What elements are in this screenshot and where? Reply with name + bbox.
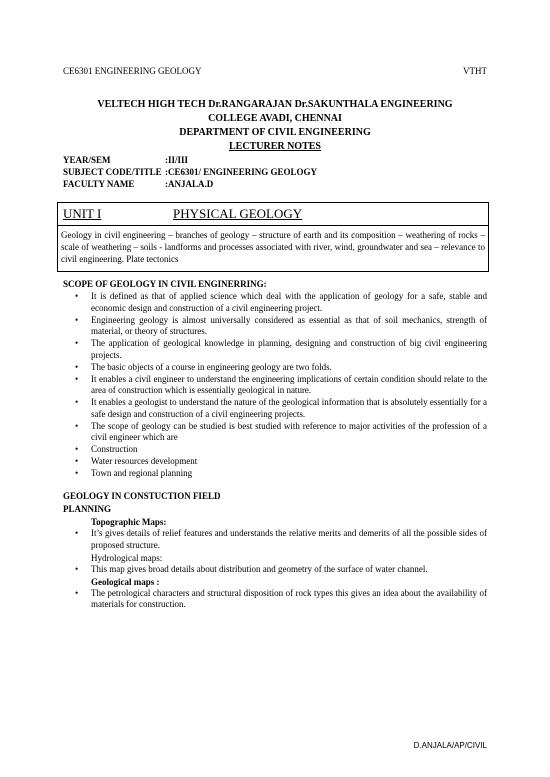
list-item: • The petrological characters and structural disposition of rock types this gives an idea about the availability of materials for construction. — [63, 588, 487, 611]
list-item: • Construction — [63, 444, 487, 456]
unit-heading — [58, 203, 488, 226]
meta-value: :CE6301/ ENGINEERING GEOLOGY — [165, 167, 318, 177]
college-name-line1: VELTECH HIGH TECH Dr.RANGARAJAN Dr.SAKUNTHALA ENGINEERING — [97, 99, 453, 110]
meta-key: YEAR/SEM — [63, 155, 111, 165]
list-item: • Water resources development — [63, 456, 487, 468]
geological-list — [63, 588, 487, 611]
header-course: CE6301 ENGINEERING GEOLOGY — [63, 66, 202, 76]
meta-value: :II/III — [165, 155, 189, 165]
title-block — [63, 98, 487, 154]
meta-row — [63, 178, 487, 190]
main-content — [63, 278, 487, 611]
page-footer: D.ANJALA/AP/CIVIL — [413, 741, 487, 750]
notes-title: LECTURER NOTES — [229, 141, 321, 152]
list-item: • It enables a civil engineer to understand the engineering implications of certain condition should relate to the area of construction which is essentially geological in nature. — [63, 374, 487, 397]
list-item: • The application of geological knowledge in planning, designing and construction of big civil engineering projects. — [63, 338, 487, 361]
list-item: • It is defined as that of applied science which deal with the application of geology for a safe, stable and economic design and construction of a civil engineering project. — [63, 291, 487, 314]
scope-heading: SCOPE OF GEOLOGY IN CIVIL ENGINERRING: — [63, 279, 267, 289]
hydrological-maps-heading: Hydrological maps: — [91, 552, 163, 563]
list-item: • Engineering geology is almost universally considered as essential as that of soil mechanics, strength of material, or theory of structures. — [63, 315, 487, 338]
topographic-maps-heading: Topographic Maps: — [91, 517, 167, 527]
list-item: • It enables a geologist to understand the nature of the geological information that is absolutely essentially for a safe design and construction of a civil engineering projects. — [63, 397, 487, 420]
construction-heading: GEOLOGY IN CONSTUCTION FIELD — [63, 491, 221, 501]
scope-list — [63, 291, 487, 480]
course-meta — [63, 154, 487, 190]
department-name: DEPARTMENT OF CIVIL ENGINEERING — [179, 127, 371, 138]
meta-row — [63, 154, 487, 166]
geological-maps-heading: Geological maps : — [91, 576, 160, 587]
header-institution-code: VTHT — [463, 66, 487, 76]
planning-heading: PLANNING — [63, 504, 112, 514]
unit-box — [57, 202, 489, 272]
list-item: • This map gives broad details about distribution and geometry of the surface of water channel. — [63, 564, 487, 576]
list-item: • The scope of geology can be studied is best studied with reference to major activities of the profession of a civil engineer which are — [63, 421, 487, 444]
unit-number: UNIT I — [63, 206, 102, 221]
unit-summary: Geology in civil engineering – branches of geology – structure of earth and its composition – weathering of rocks – scale of weathering – soils - landforms and processes associated with river, wind, groundwater and sea – relevance to civil engineering. Plate tectonics — [61, 230, 485, 264]
hydrological-list — [63, 564, 487, 576]
topographic-list — [63, 528, 487, 551]
unit-title: PHYSICAL GEOLOGY — [173, 206, 303, 221]
list-item: • The basic objects of a course in engineering geology are two folds. — [63, 362, 487, 374]
college-name-line2: COLLEGE AVADI, CHENNAI — [208, 113, 342, 124]
meta-key: SUBJECT CODE/TITLE — [63, 167, 162, 177]
list-item: • Town and regional planning — [63, 468, 487, 480]
meta-row — [63, 166, 487, 178]
meta-value: :ANJALA.D — [165, 179, 214, 189]
meta-key: FACULTY NAME — [63, 179, 135, 189]
list-item: • It’s gives details of relief features and understands the relative merits and demerits of all the possible sides of proposed structure. — [63, 528, 487, 551]
page-header — [63, 66, 487, 76]
